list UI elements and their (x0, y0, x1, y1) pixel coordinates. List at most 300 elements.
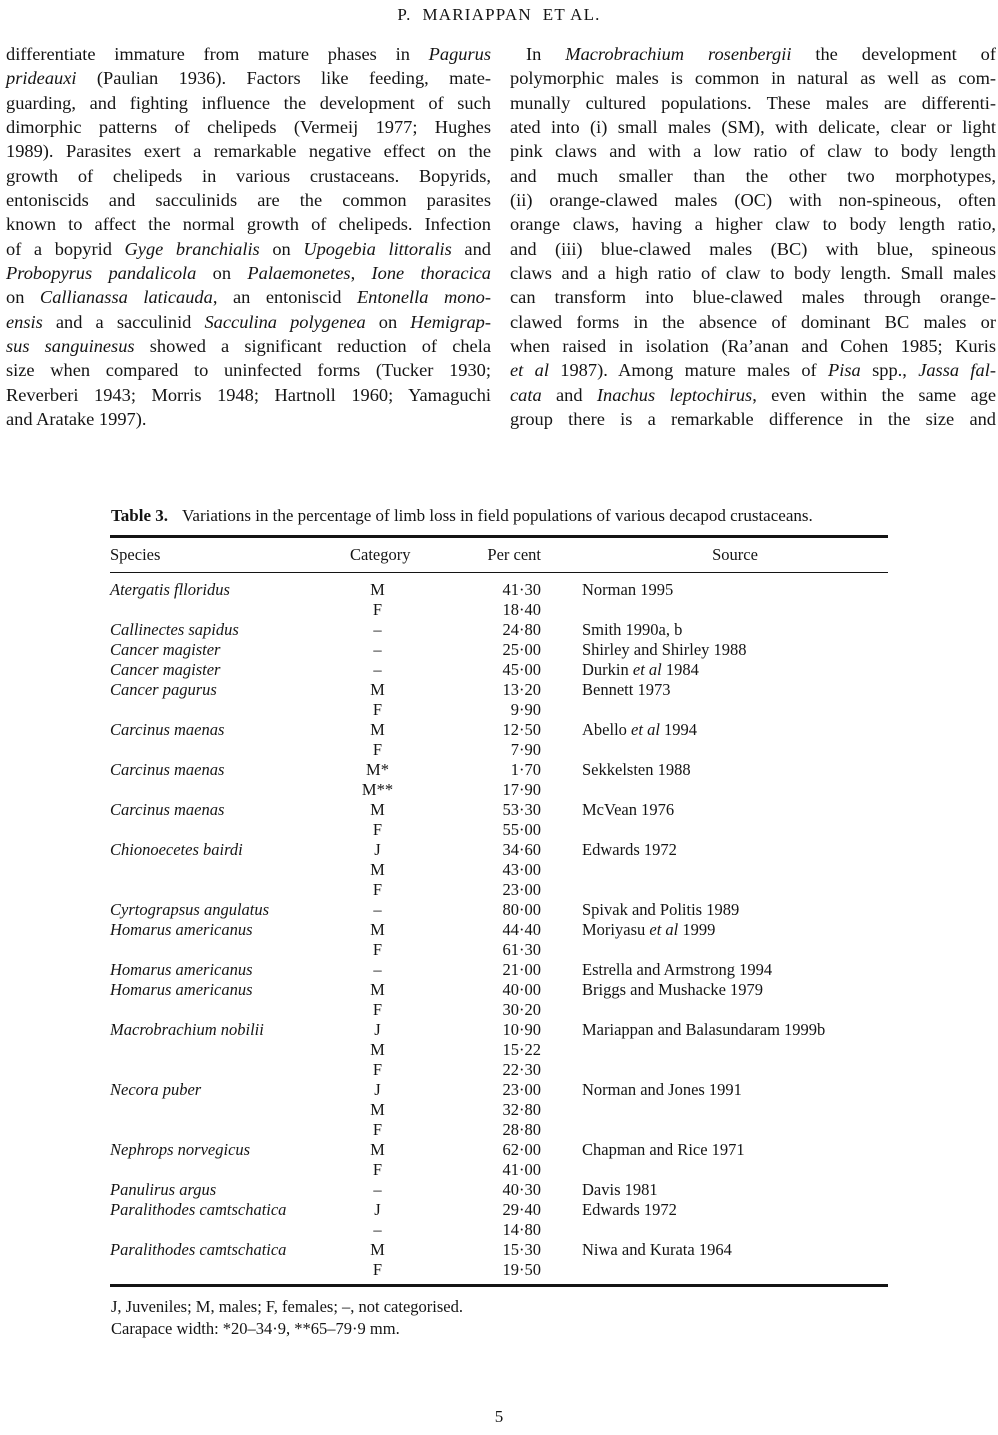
percent-cell: 21·00 (502, 960, 541, 979)
text-line (6, 115, 491, 139)
species-cell: Nephrops norvegicus (110, 1140, 251, 1159)
text-line (510, 310, 996, 334)
body-text-left-column (6, 42, 491, 432)
species-cell: Cancer pagurus (110, 680, 217, 699)
italic-text: cata (510, 384, 542, 405)
category-cell: J (374, 1080, 381, 1099)
species-cell: Cancer magister (110, 660, 221, 679)
category-cell: M* (366, 760, 389, 779)
text: and (541, 384, 597, 405)
table-3 (110, 535, 888, 1287)
percent-cell: 45·00 (502, 660, 541, 679)
category-cell: M (370, 980, 385, 999)
percent-cell: 15·30 (502, 1240, 541, 1259)
source-cell (545, 680, 888, 700)
italic-text: et al (631, 720, 660, 739)
text: (ii) orange-clawed males (OC) with non-spineous, often (510, 190, 996, 211)
running-head: P. MARIAPPAN ET AL. (397, 5, 601, 24)
text: and (iii) blue-clawed males (BC) with blue, spineous (510, 238, 996, 259)
percent-cell: 1·70 (510, 760, 541, 779)
table-row (110, 980, 888, 1000)
text: claws and a high ratio of claw to body length. Small males (510, 263, 996, 284)
category-cell: M (370, 920, 385, 939)
text: 1989). Parasites exert a remarkable negative effect on the (6, 141, 491, 162)
table-row (110, 1260, 888, 1280)
source-cell (545, 1200, 888, 1220)
table-row (110, 660, 888, 680)
category-cell: F (372, 940, 383, 959)
table-row (110, 1140, 888, 1160)
category-cell: – (373, 1180, 382, 1199)
text-line (6, 212, 491, 236)
species-cell (110, 860, 350, 880)
species-cell: Homarus americanus (110, 980, 253, 999)
source-cell (545, 1260, 888, 1280)
percent-cell: 25·00 (502, 640, 541, 659)
source-cell (545, 760, 888, 780)
italic-text: prideauxi (6, 68, 77, 89)
text: Norman 1995 (582, 580, 674, 599)
italic-text: et al (632, 660, 662, 679)
text: 1999 (678, 920, 716, 939)
table-row (110, 1180, 888, 1200)
italic-text: Macrobrachium rosenbergii (565, 44, 792, 64)
species-cell (110, 1000, 350, 1020)
source-cell (545, 1020, 888, 1040)
text-line (510, 407, 996, 431)
percent-cell: 19·50 (502, 1260, 541, 1279)
species-cell: Atergatis flloridus (110, 580, 230, 599)
table-row (110, 880, 888, 900)
species-cell (110, 1220, 350, 1240)
text-line (510, 212, 996, 236)
table-row (110, 860, 888, 880)
species-cell: Macrobrachium nobilii (110, 1020, 264, 1039)
species-cell: Chionoecetes bairdi (110, 840, 243, 859)
source-cell (545, 580, 888, 600)
category-cell: M (370, 1040, 385, 1059)
table-row (110, 960, 888, 980)
category-cell: – (373, 620, 382, 639)
category-cell: F (372, 1260, 383, 1279)
page-number: 5 (494, 1407, 504, 1426)
source-cell (545, 1160, 888, 1180)
source-cell (545, 780, 888, 800)
text: Smith 1990a, b (582, 620, 683, 639)
italic-text: Sacculina polygenea (204, 311, 366, 332)
text: Sekkelsten 1988 (582, 760, 691, 779)
species-cell: Homarus americanus (110, 960, 253, 979)
text: and Aratake 1997). (6, 409, 147, 430)
text: , an entoniscid (212, 287, 357, 308)
table-row (110, 1060, 888, 1080)
source-cell (545, 1220, 888, 1240)
text: Chapman and Rice 1971 (582, 1140, 745, 1159)
table-row (110, 700, 888, 720)
text: and (451, 238, 491, 259)
species-cell: Cancer magister (110, 640, 221, 659)
italic-text: et al (510, 360, 549, 381)
text: Moriyasu (582, 920, 650, 939)
italic-text: Inachus leptochirus (596, 384, 753, 405)
text: Edwards 1972 (582, 1200, 677, 1219)
source-cell (545, 960, 888, 980)
category-cell: J (374, 1020, 381, 1039)
category-cell: M (370, 1140, 385, 1159)
text: on (365, 311, 411, 332)
text: can transform into blue-clawed males through orange- (510, 287, 996, 308)
italic-text: ensis (6, 311, 43, 332)
table-row (110, 820, 888, 840)
italic-text: Upogebia littoralis (303, 238, 452, 259)
column-header-category: Category (350, 545, 411, 564)
text-line (510, 334, 996, 358)
text-line (510, 42, 996, 66)
source-cell (545, 640, 888, 660)
category-cell: F (372, 1060, 383, 1079)
species-cell (110, 740, 350, 760)
column-header-percent: Per cent (487, 545, 541, 564)
text: Mariappan and Balasundaram 1999b (582, 1020, 826, 1039)
italic-text: Pagurus (428, 44, 491, 64)
table-row (110, 600, 888, 620)
category-cell: F (372, 700, 383, 719)
table-row (110, 940, 888, 960)
percent-cell: 14·80 (502, 1220, 541, 1239)
text-line (6, 237, 491, 261)
table-row (110, 740, 888, 760)
source-cell (545, 660, 888, 680)
species-cell: Panulirus argus (110, 1180, 217, 1199)
text: and much smaller than the other two morphotypes, (510, 165, 996, 186)
percent-cell: 44·40 (502, 920, 541, 939)
percent-cell: 13·20 (502, 680, 541, 699)
text: Shirley and Shirley 1988 (582, 640, 747, 659)
italic-text: Entonella mono- (356, 287, 491, 308)
percent-cell: 34·60 (502, 840, 541, 859)
text-line (6, 42, 491, 66)
italic-text: Ione thoracica (371, 263, 492, 284)
table-row (110, 780, 888, 800)
species-cell (110, 600, 350, 620)
percent-cell: 40·00 (502, 980, 541, 999)
text-line (510, 66, 996, 90)
text: McVean 1976 (582, 800, 675, 819)
table-row (110, 1200, 888, 1220)
text-line (6, 66, 491, 90)
table-row (110, 760, 888, 780)
species-cell (110, 940, 350, 960)
table-row (110, 1100, 888, 1120)
table-row (110, 920, 888, 940)
text: group there is a remarkable difference in the size and (510, 409, 996, 430)
text-line (510, 237, 996, 261)
text-line (6, 139, 491, 163)
percent-cell: 53·30 (502, 800, 541, 819)
text-line (510, 358, 996, 382)
percent-cell: 28·80 (502, 1120, 541, 1139)
text: known to affect the normal growth of chelipeds. Infection (6, 214, 491, 235)
text-line (6, 383, 491, 407)
source-cell (545, 980, 888, 1000)
table-header-row (110, 535, 888, 573)
text: 1987). Among mature males of (548, 360, 829, 381)
percent-cell: 41·30 (502, 580, 541, 599)
percent-cell: 29·40 (502, 1200, 541, 1219)
category-cell: M** (361, 780, 394, 799)
source-cell (545, 1060, 888, 1080)
text: Niwa and Kurata 1964 (582, 1240, 732, 1259)
table-row (110, 800, 888, 820)
species-cell: Carcinus maenas (110, 760, 225, 779)
category-cell: F (372, 1160, 383, 1179)
text: orange claws, having a higher claw to body length ratio, (510, 214, 996, 235)
text-line (6, 285, 491, 309)
text: clawed forms in the absence of dominant BC males or (510, 311, 996, 332)
text: munally cultured populations. These males are differenti- (510, 92, 996, 113)
species-cell (110, 780, 350, 800)
table-body (110, 573, 888, 1287)
source-cell (545, 1000, 888, 1020)
table-row (110, 1120, 888, 1140)
species-cell (110, 1060, 350, 1080)
source-cell (545, 1080, 888, 1100)
text-line (6, 91, 491, 115)
text: Edwards 1972 (582, 840, 677, 859)
source-cell (545, 740, 888, 760)
category-cell: – (373, 960, 382, 979)
source-cell (545, 860, 888, 880)
column-header-source: Source (712, 545, 758, 564)
text: guarding, and fighting influence the development of such (6, 92, 491, 113)
category-cell: M (370, 720, 385, 739)
percent-cell: 32·80 (502, 1100, 541, 1119)
text: entoniscids and sacculinids are the common parasites (6, 190, 491, 211)
italic-text: sus sanguinesus (6, 336, 135, 357)
table-row (110, 840, 888, 860)
italic-text: Gyge branchialis (124, 238, 260, 259)
percent-cell: 24·80 (502, 620, 541, 639)
italic-text: Jassa fal- (918, 360, 996, 381)
category-cell: F (372, 600, 383, 619)
table-caption (111, 506, 901, 526)
source-cell (545, 620, 888, 640)
table-row (110, 1240, 888, 1260)
category-cell: F (372, 820, 383, 839)
table-caption-text: Variations in the percentage of limb loss in field populations of various decapod crustaceans. (182, 506, 813, 525)
table-caption-label: Table 3. (111, 506, 169, 525)
source-cell (545, 600, 888, 620)
table-row (110, 1220, 888, 1240)
source-cell (545, 840, 888, 860)
italic-text: Palaemonetes (247, 263, 351, 284)
percent-cell: 9·90 (510, 700, 541, 719)
text: on (6, 287, 40, 308)
text: ated into (i) small males (SM), with delicate, clear or light (510, 117, 996, 138)
text: dimorphic patterns of chelipeds (Vermeij 1977; Hughes (6, 117, 491, 138)
category-cell: J (374, 840, 381, 859)
category-cell: M (370, 580, 385, 599)
text-line (6, 164, 491, 188)
table-row (110, 1160, 888, 1180)
text: , (350, 263, 372, 284)
table-row (110, 680, 888, 700)
source-cell (545, 1100, 888, 1120)
category-cell: M (370, 680, 385, 699)
text: , even within the same age (752, 384, 996, 405)
text: Durkin (582, 660, 633, 679)
table-row (110, 1040, 888, 1060)
source-cell (545, 1240, 888, 1260)
text-line (510, 188, 996, 212)
italic-text: Probopyrus pandalicola (6, 263, 197, 284)
text-line (510, 383, 996, 407)
species-cell: Necora puber (110, 1080, 202, 1099)
percent-cell: 55·00 (502, 820, 541, 839)
text-line (510, 139, 996, 163)
species-cell: Homarus americanus (110, 920, 253, 939)
text-line (510, 164, 996, 188)
text-line (510, 91, 996, 115)
source-cell (545, 900, 888, 920)
text: Norman and Jones 1991 (582, 1080, 742, 1099)
italic-text: Callianassa laticauda (39, 287, 213, 308)
table-footnotes (111, 1296, 463, 1340)
text-line (6, 310, 491, 334)
text: spp., (860, 360, 919, 381)
category-cell: F (372, 740, 383, 759)
species-cell (110, 1120, 350, 1140)
italic-text: et al (649, 920, 679, 939)
text: when raised in isolation (Ra’anan and Cohen 1985; Kuris (510, 336, 996, 357)
percent-cell: 18·40 (502, 600, 541, 619)
text-line (6, 334, 491, 358)
species-cell (110, 700, 350, 720)
category-cell: F (372, 1120, 383, 1139)
species-cell (110, 820, 350, 840)
source-cell (545, 940, 888, 960)
percent-cell: 61·30 (502, 940, 541, 959)
table-row (110, 720, 888, 740)
percent-cell: 22·30 (502, 1060, 541, 1079)
percent-cell: 10·90 (502, 1020, 541, 1039)
text-line (6, 358, 491, 382)
text-line (510, 261, 996, 285)
source-cell (545, 720, 888, 740)
percent-cell: 30·20 (502, 1000, 541, 1019)
category-cell: M (370, 1240, 385, 1259)
source-cell (545, 880, 888, 900)
source-cell (545, 800, 888, 820)
species-cell (110, 1040, 350, 1060)
text: and a sacculinid (42, 311, 205, 332)
text: Briggs and Mushacke 1979 (582, 980, 764, 999)
text: Bennett 1973 (582, 680, 671, 699)
species-cell (110, 1260, 350, 1280)
table-row (110, 620, 888, 640)
text: In (526, 44, 566, 64)
species-cell: Paralithodes camtschatica (110, 1200, 287, 1219)
text: 1994 (659, 720, 698, 739)
category-cell: J (374, 1200, 381, 1219)
percent-cell: 12·50 (502, 720, 541, 739)
species-cell: Paralithodes camtschatica (110, 1240, 287, 1259)
text: Estrella and Armstrong 1994 (582, 960, 773, 979)
source-cell (545, 920, 888, 940)
source-cell (545, 1120, 888, 1140)
text: Abello (582, 720, 632, 739)
category-cell: F (372, 880, 383, 899)
table-row (110, 1000, 888, 1020)
text: (Paulian 1936). Factors like feeding, mate- (76, 68, 491, 89)
table-row (110, 900, 888, 920)
percent-cell: 80·00 (502, 900, 541, 919)
italic-text: Pisa (828, 360, 861, 381)
text: on (196, 263, 248, 284)
percent-cell: 43·00 (502, 860, 541, 879)
category-cell: M (370, 860, 385, 879)
source-cell (545, 1180, 888, 1200)
text: pink claws and with a low ratio of claw to body length (510, 141, 996, 162)
text: Spivak and Politis 1989 (582, 900, 740, 919)
text: size when compared to uninfected forms (Tucker 1930; (6, 360, 491, 381)
italic-text: Hemigrap- (410, 311, 491, 332)
category-cell: – (373, 1220, 382, 1239)
percent-cell: 15·22 (502, 1040, 541, 1059)
text-line (6, 188, 491, 212)
category-cell: – (373, 900, 382, 919)
text: differentiate immature from mature phases in (6, 44, 429, 64)
species-cell (110, 880, 350, 900)
percent-cell: 23·00 (502, 880, 541, 899)
table-row (110, 640, 888, 660)
source-cell (545, 820, 888, 840)
source-cell (545, 700, 888, 720)
table-row (110, 580, 888, 600)
table-row (110, 1080, 888, 1100)
species-cell: Carcinus maenas (110, 800, 225, 819)
percent-cell: 40·30 (502, 1180, 541, 1199)
percent-cell: 17·90 (502, 780, 541, 799)
column-header-species: Species (110, 545, 161, 564)
percent-cell: 41·00 (502, 1160, 541, 1179)
footnote-carapace-width: Carapace width: *20–34·9, **65–79·9 mm. (111, 1319, 400, 1338)
text: Reverberi 1943; Morris 1948; Hartnoll 1960; Yamaguchi (6, 384, 491, 405)
text: polymorphic males is common in natural as well as com- (510, 68, 996, 89)
percent-cell: 23·00 (502, 1080, 541, 1099)
text: showed a significant reduction of chela (134, 336, 491, 357)
text-line (6, 261, 491, 285)
body-text-right-column (510, 42, 996, 432)
category-cell: M (370, 800, 385, 819)
text-line (6, 407, 491, 431)
species-cell: Carcinus maenas (110, 720, 225, 739)
source-cell (545, 1040, 888, 1060)
species-cell: Cyrtograpsus angulatus (110, 900, 270, 919)
percent-cell: 7·90 (510, 740, 541, 759)
species-cell (110, 1160, 350, 1180)
category-cell: M (370, 1100, 385, 1119)
species-cell (110, 1100, 350, 1120)
source-cell (545, 1140, 888, 1160)
text: Davis 1981 (582, 1180, 658, 1199)
text: on (259, 238, 304, 259)
text: of a bopyrid (6, 238, 125, 259)
text-line (510, 115, 996, 139)
text-line (510, 285, 996, 309)
percent-cell: 62·00 (502, 1140, 541, 1159)
footnote-categories: J, Juveniles; M, males; F, females; –, not categorised. (111, 1297, 463, 1316)
